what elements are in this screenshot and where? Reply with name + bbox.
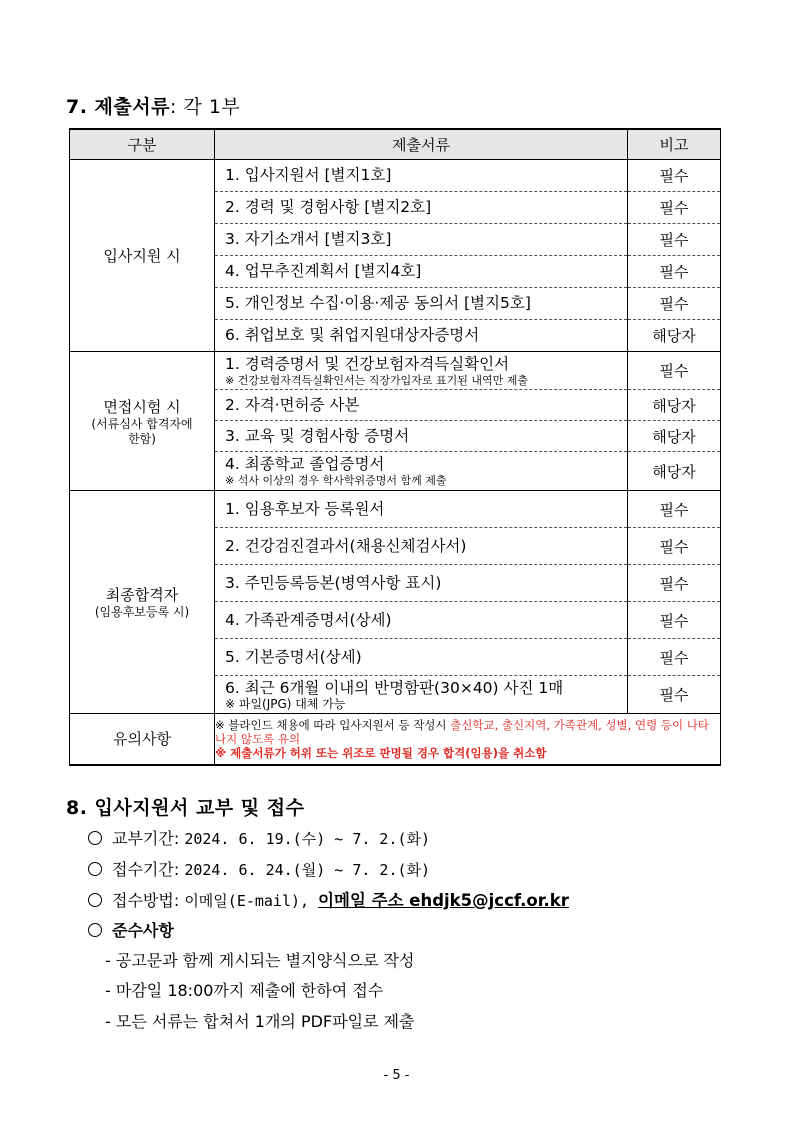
email-address-link[interactable]: 이메일 주소 ehdjk5@jccf.or.kr: [318, 891, 569, 910]
note-cell: 해당자: [628, 390, 721, 421]
doc-label: 2. 자격·면허증 사본: [225, 395, 360, 414]
doc-label: 3. 주민등록등본(병역사항 표시): [225, 573, 442, 592]
issue-period-value: 2024. 6. 19.(수) ~ 7. 2.(화): [184, 830, 431, 848]
category-sublabel: (임용후보등록 시): [94, 605, 190, 619]
rule-item: - 마감일 18:00까지 제출에 한하여 접수: [105, 981, 384, 1000]
doc-label: 4. 최종학교 졸업증명서: [225, 455, 385, 473]
header-note: 비고: [628, 129, 721, 160]
doc-label: 1. 임용후보자 등록원서: [225, 499, 385, 518]
note-cell: 필수: [628, 528, 721, 565]
doc-note: ※ 석사 이상의 경우 학사학위증명서 함께 제출: [225, 474, 447, 487]
receipt-period-value: 2024. 6. 24.(월) ~ 7. 2.(화): [184, 861, 431, 879]
doc-label: 2. 경력 및 경험사항 [별지2호]: [225, 198, 432, 216]
note-cell: 필수: [628, 491, 721, 528]
issue-period: [88, 826, 430, 849]
table-row: [70, 160, 721, 192]
receipt-period-label: 접수기간:: [112, 860, 185, 879]
note-cell: 필수: [628, 288, 721, 320]
doc-label: 1. 입사지원서 [별지1호]: [225, 166, 392, 184]
submission-method: [88, 887, 569, 911]
note-cell: 필수: [628, 224, 721, 256]
caution-category: 유의사항: [70, 714, 215, 765]
circle-bullet-icon: [88, 862, 102, 876]
category-label: 면접시험 시: [103, 397, 181, 416]
table-row: [70, 352, 721, 390]
doc-label: 6. 취업보호 및 취업지원대상자증명서: [225, 326, 480, 344]
section-7-title: 7. 제출서류: [66, 96, 170, 118]
note-cell: 필수: [628, 565, 721, 602]
doc-label: 3. 교육 및 경험사항 증명서: [225, 426, 410, 445]
method-value: 이메일(E-mail),: [184, 892, 319, 910]
doc-note: ※ 건강보험자격득실확인서는 직장가입자로 표기된 내역만 제출: [225, 373, 528, 387]
section-8-heading: 8. 입사지원서 교부 및 접수: [66, 797, 305, 819]
issue-period-label: 교부기간:: [112, 829, 185, 848]
doc-label: 5. 기본증명서(상세): [225, 647, 362, 666]
circle-bullet-icon: [88, 831, 102, 845]
note-cell: 필수: [628, 256, 721, 288]
caution-line-2: ※ 제출서류가 허위 또는 위조로 판명될 경우 합격(임용)을 취소함: [215, 745, 547, 760]
caution-line-1: [215, 718, 720, 746]
category-cell: [70, 491, 215, 714]
rules-heading: [88, 918, 174, 941]
header-category: 구분: [70, 129, 215, 160]
header-documents: 제출서류: [215, 129, 628, 160]
note-cell: 필수: [628, 192, 721, 224]
note-cell: 필수: [628, 676, 721, 714]
category-label: 최종합격자: [105, 586, 179, 604]
circle-bullet-icon: [88, 893, 102, 907]
doc-label: 3. 자기소개서 [별지3호]: [225, 230, 392, 248]
doc-label: 1. 경력증명서 및 건강보험자격득실확인서: [225, 354, 510, 373]
caution-prefix: ※ 블라인드 채용에 따라 입사지원서 등 작성시: [215, 717, 451, 732]
page-number: - 5 -: [383, 1068, 410, 1083]
note-cell: 해당자: [628, 421, 721, 452]
circle-bullet-icon: [88, 923, 102, 937]
table-row: [70, 491, 721, 528]
doc-label: 2. 건강검진결과서(채용신체검사서): [225, 536, 467, 555]
doc-note: ※ 파일(JPG) 대체 가능: [225, 696, 346, 711]
note-cell: 해당자: [628, 320, 721, 352]
category-cell: [70, 352, 215, 491]
note-cell: 필수: [628, 352, 721, 390]
method-label: 접수방법:: [112, 891, 185, 910]
caution-row: [70, 714, 721, 765]
receipt-period: [88, 857, 430, 880]
category-label: 입사지원 시: [103, 247, 181, 265]
documents-table: [69, 128, 721, 766]
section-7-subtitle: : 각 1부: [169, 96, 241, 118]
doc-label: 4. 가족관계증명서(상세): [225, 610, 392, 629]
caution-text: [215, 714, 721, 765]
rules-title: 준수사항: [112, 921, 174, 940]
doc-label: 6. 최근 6개월 이내의 반명함판(30×40) 사진 1매: [225, 678, 564, 697]
doc-label: 5. 개인정보 수집·이용·제공 동의서 [별지5호]: [225, 294, 531, 312]
note-cell: 필수: [628, 639, 721, 676]
note-cell: 필수: [628, 602, 721, 639]
note-cell: 해당자: [628, 452, 721, 491]
category-sublabel: (서류심사 합격자에 한함): [91, 416, 193, 446]
caution-red-text: 출신학교, 출신지역, 가족관계, 성별, 연령 등이 나타나지 않도록 유의: [215, 717, 709, 746]
note-cell: 필수: [628, 160, 721, 192]
rule-item: - 모든 서류는 합쳐서 1개의 PDF파일로 제출: [105, 1012, 415, 1031]
rule-item: - 공고문과 함께 게시되는 별지양식으로 작성: [105, 951, 415, 970]
doc-label: 4. 업무추진계획서 [별지4호]: [225, 262, 422, 280]
section-7-heading: [66, 92, 240, 119]
category-cell: [70, 160, 215, 352]
